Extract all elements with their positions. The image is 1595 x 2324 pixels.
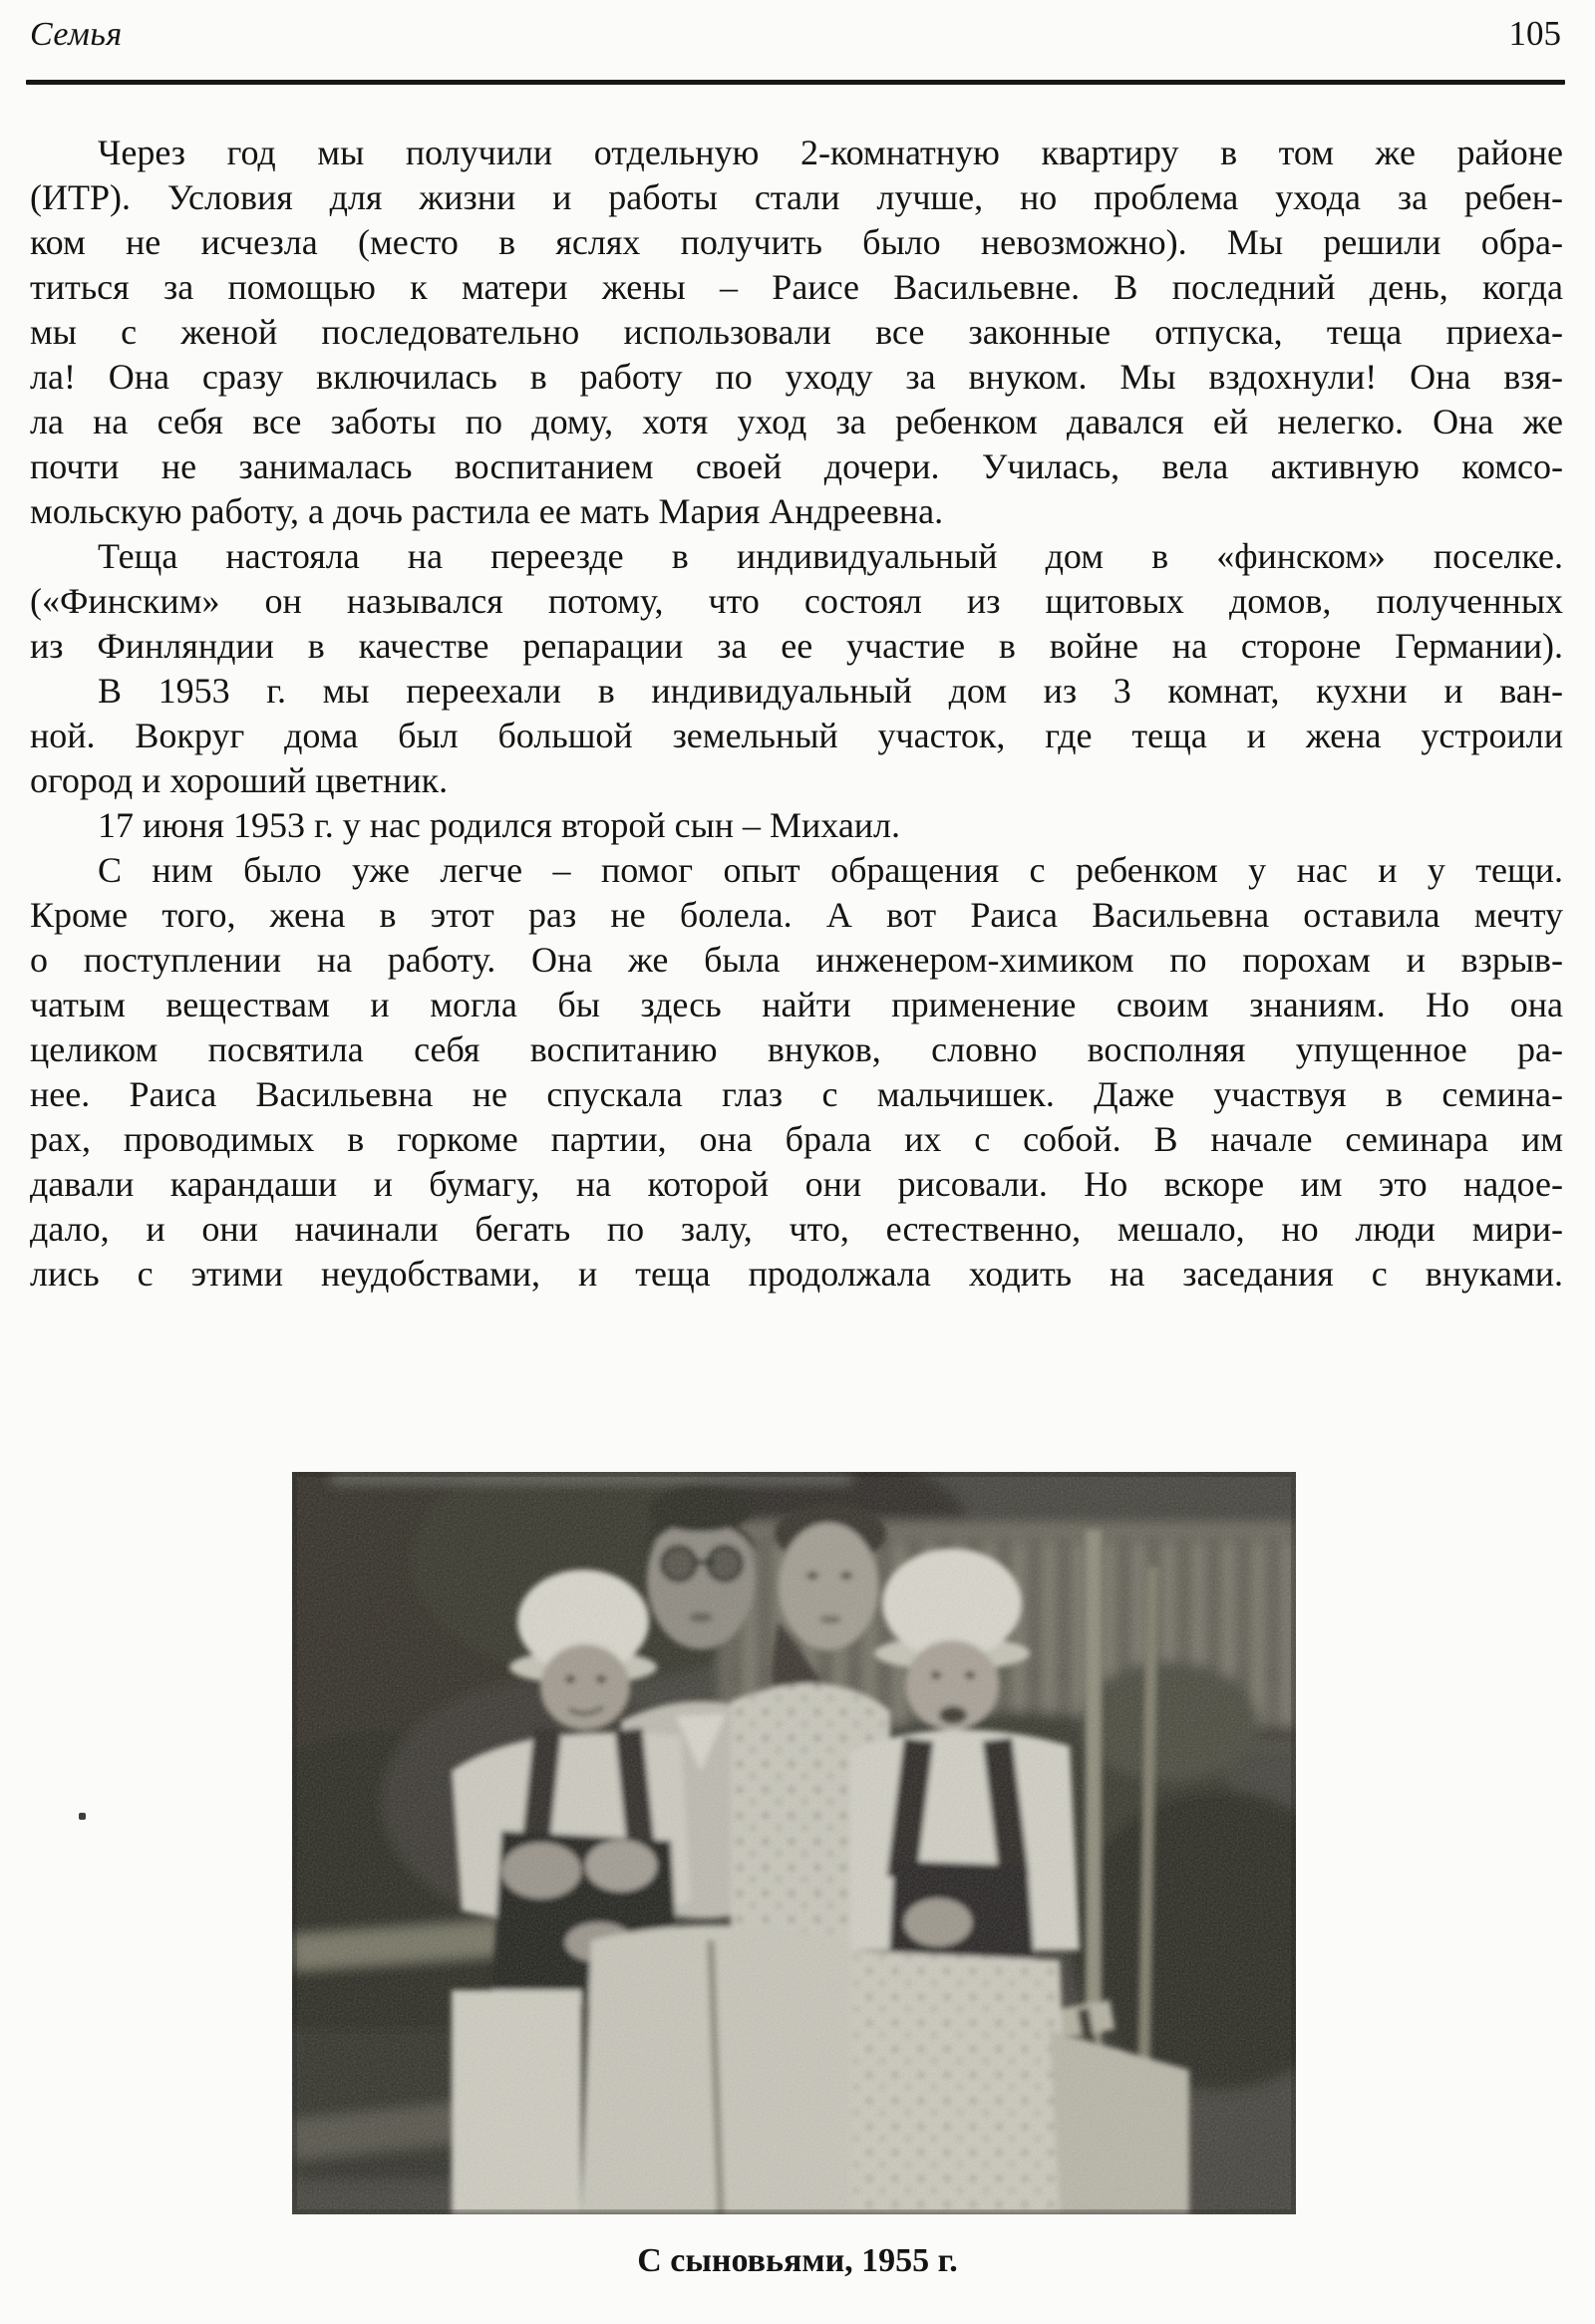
text-line: ла! Она сразу включилась в работу по уходу за внуком. Мы вздохнули! Она взя- — [30, 357, 1563, 397]
running-title: Семья — [30, 16, 123, 53]
paragraph — [30, 131, 1563, 534]
text-line: Кроме того, жена в этот раз не болела. А вот Раиса Васильевна оставила мечту — [30, 895, 1563, 935]
running-header — [30, 14, 1561, 54]
paragraph — [30, 848, 1563, 1297]
text-line: дало, и они начинали бегать по залу, что, естественно, мешало, но люди мири- — [30, 1209, 1563, 1249]
text-line: чатым веществам и могла бы здесь найти применение своим знаниям. Но она — [30, 985, 1563, 1024]
text-line: огород и хороший цветник. — [30, 760, 449, 800]
text-line: давали карандаши и бумагу, на которой они рисовали. Но вскоре им это надое- — [30, 1164, 1563, 1204]
page-number: 105 — [1508, 14, 1561, 53]
text-line: мы с женой последовательно использовали все законные отпуска, теща приеха- — [30, 312, 1563, 352]
text-line: (ИТР). Условия для жизни и работы стали лучше, но проблема ухода за ребен- — [30, 177, 1563, 217]
body-text — [30, 131, 1563, 1297]
text-line: («Финским» он назывался потому, что состоял из щитовых домов, полученных — [30, 581, 1563, 621]
header-rule — [26, 80, 1565, 85]
text-line: С ним было уже легче – помог опыт обращения с ребенком у нас и у тещи. — [98, 850, 1563, 890]
text-line: нее. Раиса Васильевна не спускала глаз с мальчишек. Даже участвуя в семина- — [30, 1074, 1563, 1114]
text-line: титься за помощью к матери жены – Раисе Васильевне. В последний день, когда — [30, 267, 1563, 307]
paragraph — [30, 803, 1563, 848]
text-line: ной. Вокруг дома был большой земельный участок, где теща и жена устроили — [30, 716, 1563, 755]
photo-figure — [292, 1472, 1296, 2214]
text-line: из Финляндии в качестве репарации за ее участие в войне на стороне Германии). — [30, 626, 1563, 666]
text-line: ла на себя все заботы по дому, хотя уход за ребенком давался ей нелегко. Она же — [30, 402, 1563, 441]
text-line: Через год мы получили отдельную 2-комнатную квартиру в том же районе — [98, 133, 1563, 172]
paragraph — [30, 534, 1563, 669]
text-line: Теща настояла на переезде в индивидуальный дом в «финском» поселке. — [98, 536, 1563, 576]
text-line: почти не занималась воспитанием своей дочери. Училась, вела активную комсо- — [30, 446, 1563, 486]
text-line: 17 июня 1953 г. у нас родился второй сын – Михаил. — [98, 805, 901, 845]
photo-caption: С сыновьями, 1955 г. — [637, 2242, 958, 2279]
text-line: целиком посвятила себя воспитанию внуков, словно восполняя упущенное ра- — [30, 1029, 1563, 1069]
text-line: о поступлении на работу. Она же была инженером-химиком по порохам и взрыв- — [30, 940, 1563, 980]
text-line: рах, проводимых в горкоме партии, она брала их с собой. В начале семинара им — [30, 1119, 1563, 1159]
text-line: В 1953 г. мы переехали в индивидуальный дом из 3 комнат, кухни и ван- — [98, 671, 1563, 711]
text-line: лись с этими неудобствами, и теща продолжала ходить на заседания с внуками. — [30, 1254, 1563, 1294]
text-line: ком не исчезла (место в яслях получить было невозможно). Мы решили обра- — [30, 222, 1563, 262]
scan-artifact-dot — [79, 1813, 86, 1820]
paragraph — [30, 669, 1563, 803]
text-line: мольскую работу, а дочь растила ее мать Мария Андреевна. — [30, 491, 944, 531]
family-photograph — [292, 1472, 1296, 2214]
